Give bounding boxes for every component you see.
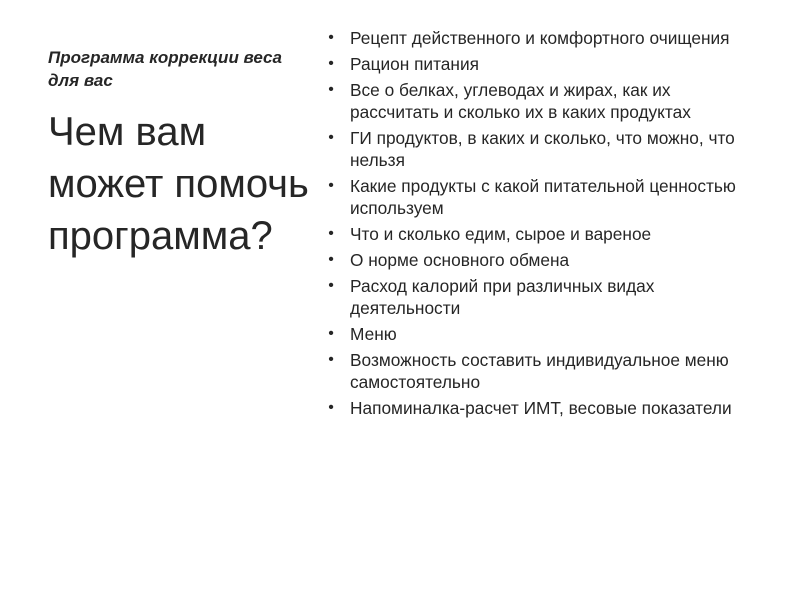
left-column: [48, 46, 313, 262]
bullet-item: [322, 323, 762, 345]
bullet-text: О норме основного обмена: [350, 250, 570, 270]
bullet-item: [322, 127, 762, 171]
bullet-text: Рецепт действенного и комфортного очищения: [350, 28, 730, 48]
bullet-dot-icon: •: [328, 399, 334, 416]
bullet-dot-icon: •: [328, 325, 334, 342]
bullet-dot-icon: •: [328, 81, 334, 98]
bullet-item: [322, 223, 762, 245]
bullet-item: [322, 53, 762, 75]
bullet-text: Все о белках, углеводах и жирах, как их рассчитать и сколько их в каких продуктах: [350, 80, 691, 122]
bullet-dot-icon: •: [328, 351, 334, 368]
bullet-text: Рацион питания: [350, 54, 479, 74]
bullet-item: [322, 249, 762, 271]
bullet-text: Что и сколько едим, сырое и вареное: [350, 224, 652, 244]
bullet-item: [322, 175, 762, 219]
right-column: [322, 27, 762, 423]
bullet-text: Меню: [350, 324, 397, 344]
slide-subtitle: Программа коррекции веса для вас: [48, 48, 282, 90]
bullet-dot-icon: •: [328, 251, 334, 268]
bullet-text: Возможность составить индивидуальное меню самостоятельно: [350, 350, 729, 392]
bullet-item: [322, 275, 762, 319]
bullet-list: [322, 27, 762, 419]
bullet-dot-icon: •: [328, 129, 334, 146]
slide-title: Чем вам может помочь программа?: [48, 110, 309, 258]
bullet-dot-icon: •: [328, 55, 334, 72]
bullet-item: [322, 397, 762, 419]
bullet-text: Расход калорий при различных видах деятельности: [350, 276, 655, 318]
bullet-item: [322, 349, 762, 393]
bullet-dot-icon: •: [328, 177, 334, 194]
bullet-dot-icon: •: [328, 29, 334, 46]
bullet-dot-icon: •: [328, 277, 334, 294]
bullet-dot-icon: •: [328, 225, 334, 242]
bullet-text: Напоминалка-расчет ИМТ, весовые показатели: [350, 398, 732, 418]
bullet-text: ГИ продуктов, в каких и сколько, что можно, что нельзя: [350, 128, 735, 170]
bullet-text: Какие продукты с какой питательной ценностью используем: [350, 176, 736, 218]
bullet-item: [322, 79, 762, 123]
bullet-item: [322, 27, 762, 49]
